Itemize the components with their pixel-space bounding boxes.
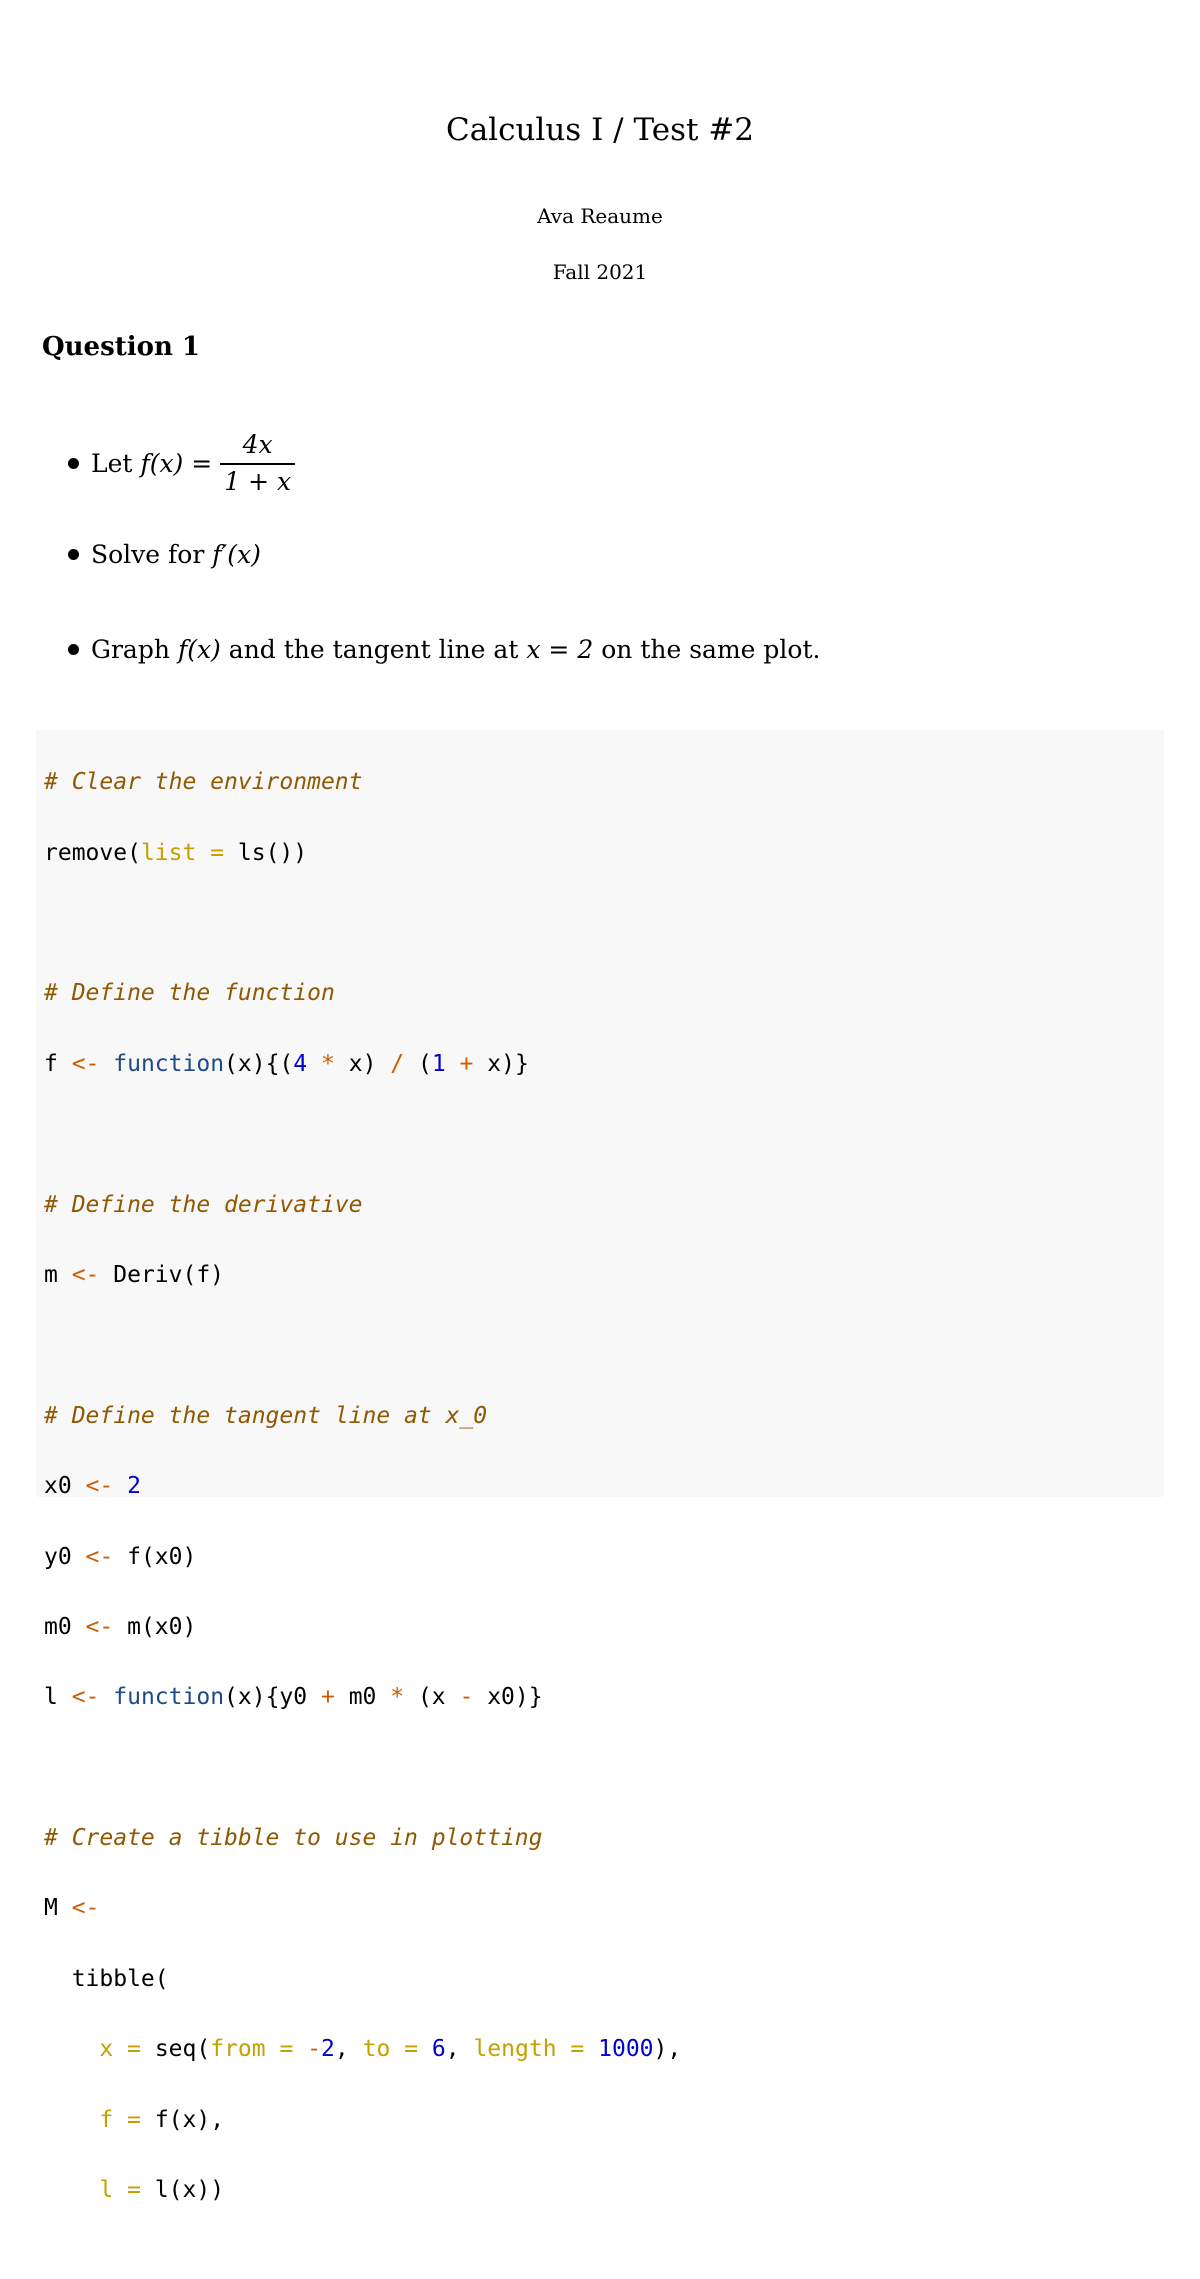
document-author: Ava Reaume bbox=[537, 204, 663, 228]
code-line bbox=[44, 1821, 681, 1856]
bullet1-text: Let bbox=[91, 449, 133, 478]
code-comment: # Define the derivative bbox=[44, 1191, 363, 1218]
code-comment: # Define the tangent line at x_0 bbox=[44, 1402, 488, 1429]
fraction-denominator: 1 + x bbox=[220, 463, 295, 497]
code-comment: # Define the function bbox=[44, 980, 335, 1007]
code-comment: # Create a tibble to use in plotting bbox=[44, 1825, 543, 1852]
document-date: Fall 2021 bbox=[552, 260, 648, 284]
code-line: l <- function(x){y0 + m0 * (x - x0)} bbox=[44, 1684, 543, 1711]
code-line bbox=[44, 976, 681, 1011]
code-line: x0 <- 2 bbox=[44, 1473, 141, 1500]
code-line bbox=[44, 1188, 681, 1223]
fraction bbox=[220, 430, 295, 497]
code-line: tibble( bbox=[44, 1965, 169, 1992]
code-line: l = l(x)) bbox=[99, 2177, 225, 2204]
code-line bbox=[44, 1399, 681, 1434]
code-block bbox=[36, 730, 1164, 2204]
bullet1-lhs: f(x) = bbox=[140, 449, 213, 478]
code-line: f = f(x), bbox=[99, 2106, 225, 2133]
bullet3-post: on the same plot. bbox=[601, 635, 821, 664]
code-content bbox=[44, 730, 681, 2279]
document-title: Calculus I / Test #2 bbox=[445, 112, 755, 148]
bullet-let-function bbox=[68, 430, 295, 497]
bullet-dot-icon bbox=[68, 549, 79, 560]
bullet3-expr1: f(x) bbox=[177, 635, 221, 664]
bullet-graph bbox=[68, 635, 820, 664]
code-line: f <- function(x){(4 * x) / (1 + x)} bbox=[44, 1050, 529, 1077]
code-line: M <- bbox=[44, 1895, 100, 1922]
bullet3-pre: Graph bbox=[91, 635, 170, 664]
bullet-dot-icon bbox=[68, 458, 79, 469]
bullet2-expr: f′(x) bbox=[212, 540, 261, 569]
code-line bbox=[44, 765, 681, 800]
code-line: y0 <- f(x0) bbox=[44, 1543, 197, 1570]
bullet3-mid: and the tangent line at bbox=[228, 635, 519, 664]
code-line: remove(list = ls()) bbox=[44, 839, 308, 866]
question-heading: Question 1 bbox=[42, 332, 201, 362]
bullet3-expr2: x = 2 bbox=[526, 635, 594, 664]
bullet-dot-icon bbox=[68, 644, 79, 655]
fraction-numerator: 4x bbox=[242, 430, 273, 459]
code-line: m <- Deriv(f) bbox=[44, 1261, 225, 1288]
code-line: m0 <- m(x0) bbox=[44, 1613, 197, 1640]
code-comment: # Clear the environment bbox=[44, 769, 363, 796]
bullet2-text: Solve for bbox=[91, 540, 205, 569]
code-line: x = seq(from = -2, to = 6, length = 1000), bbox=[99, 2036, 682, 2063]
bullet-solve bbox=[68, 540, 261, 569]
